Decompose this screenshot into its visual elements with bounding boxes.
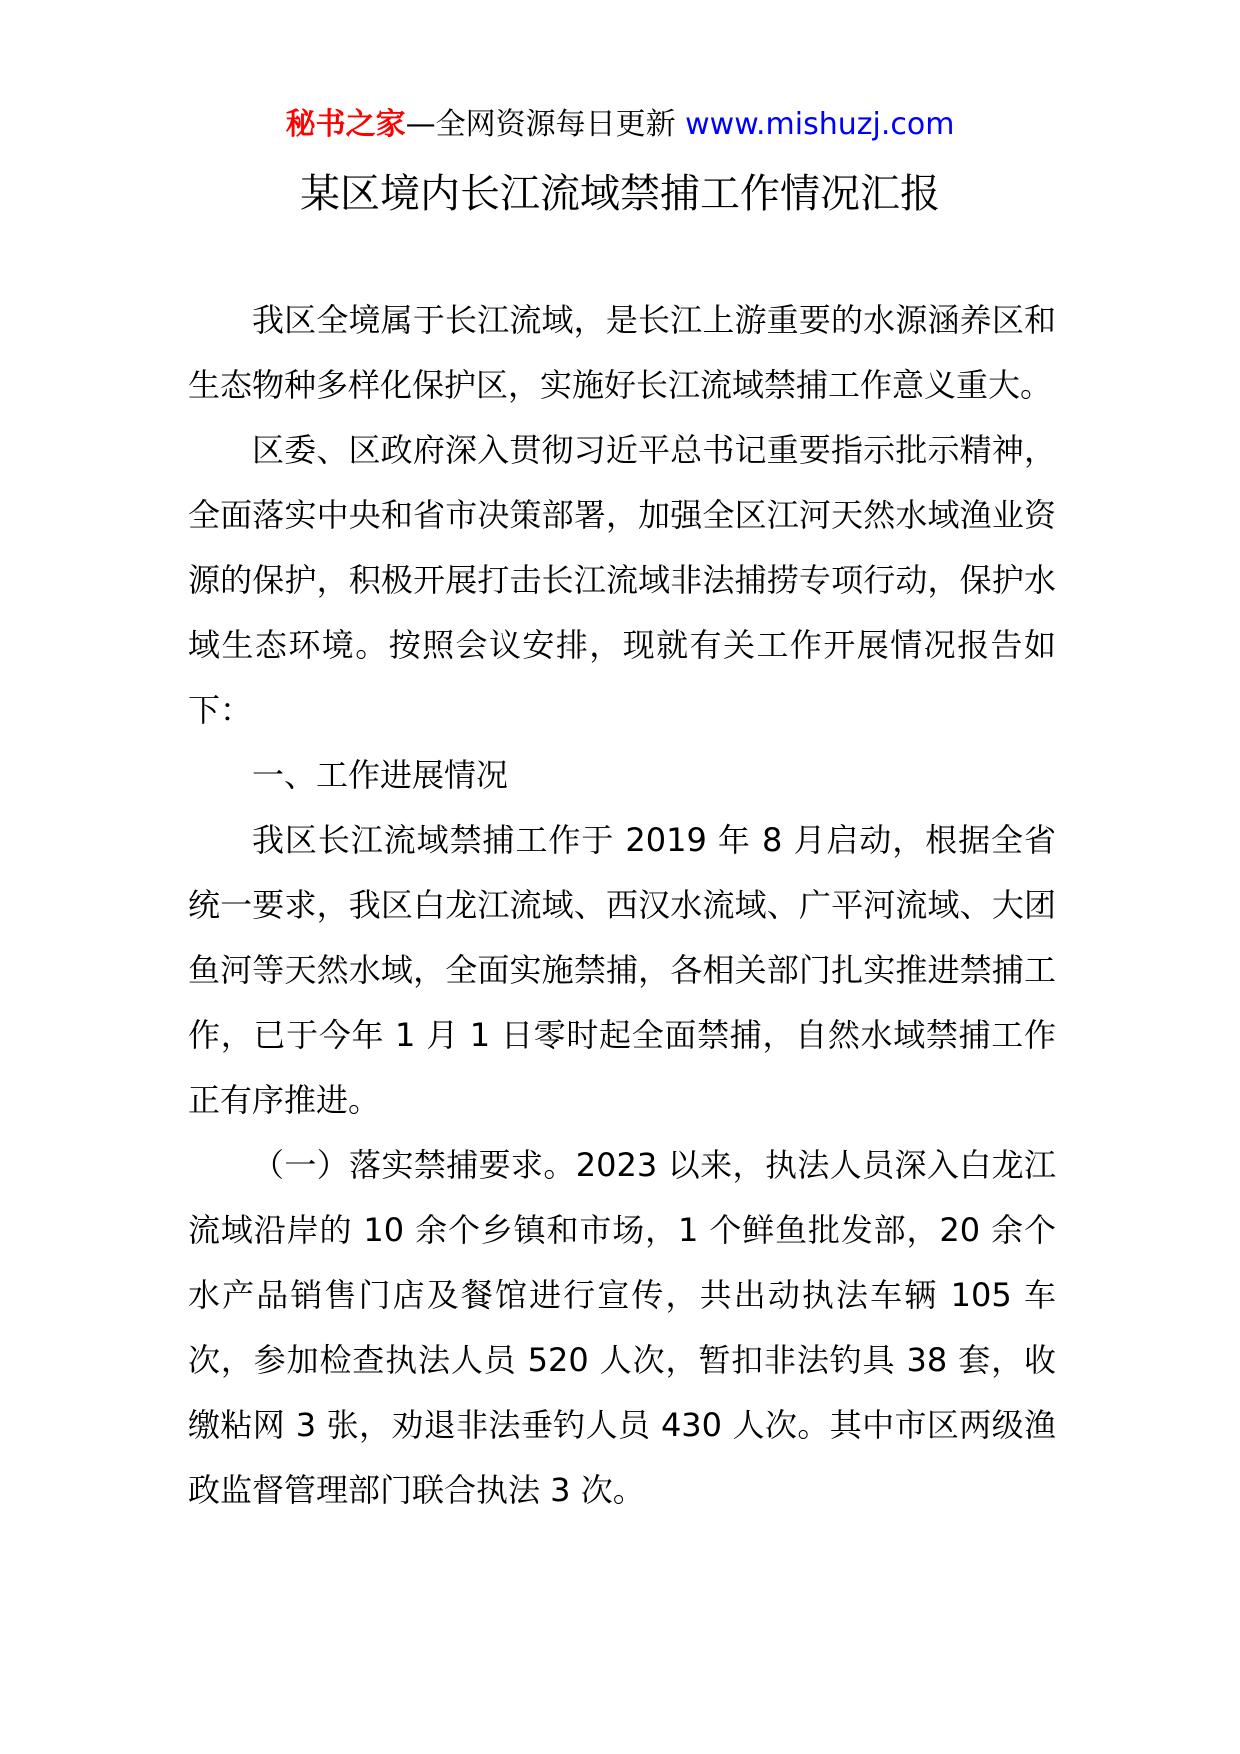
- site-header: [0, 100, 1240, 150]
- paragraph-enforcement: （一）落实禁捕要求。2023 以来，执法人员深入白龙江流域沿岸的 10 余个乡镇和市场，1 个鲜鱼批发部，20 余个水产品销售门店及餐馆进行宣传，共出动执法车辆 105 车次，参加检查执法人员 520 人次，暂扣非法钓具 38 套，收缴粘网 3 张，劝退非法垂钓人员 430 人次。其中市区两级渔政监督管理部门联合执法 3 次。: [188, 1146, 1056, 1509]
- document-title: 某区境内长江流域禁捕工作情况汇报: [300, 171, 940, 217]
- document-body: [188, 288, 1056, 1523]
- brand-tagline: —全网资源每日更新: [405, 107, 676, 142]
- paragraph-background: 区委、区政府深入贯彻习近平总书记重要指示批示精神，全面落实中央和省市决策部署，加强全区江河天然水域渔业资源的保护，积极开展打击长江流域非法捕捞专项行动，保护水域生态环境。按照会议安排，现就有关工作开展情况报告如下：: [188, 431, 1056, 729]
- site-url-link[interactable]: www.mishuzj.com: [685, 107, 955, 142]
- paragraph-progress: 我区长江流域禁捕工作于 2019 年 8 月启动，根据全省统一要求，我区白龙江流域、西汉水流域、广平河流域、大团鱼河等天然水域，全面实施禁捕，各相关部门扎实推进禁捕工作，已于今年 1 月 1 日零时起全面禁捕，自然水域禁捕工作正有序推进。: [188, 821, 1056, 1119]
- section-heading-progress: 一、工作进展情况: [252, 756, 509, 794]
- paragraph-intro: 我区全境属于长江流域，是长江上游重要的水源涵养区和生态物种多样化保护区，实施好长江流域禁捕工作意义重大。: [188, 301, 1056, 404]
- brand-name: 秘书之家: [285, 107, 406, 142]
